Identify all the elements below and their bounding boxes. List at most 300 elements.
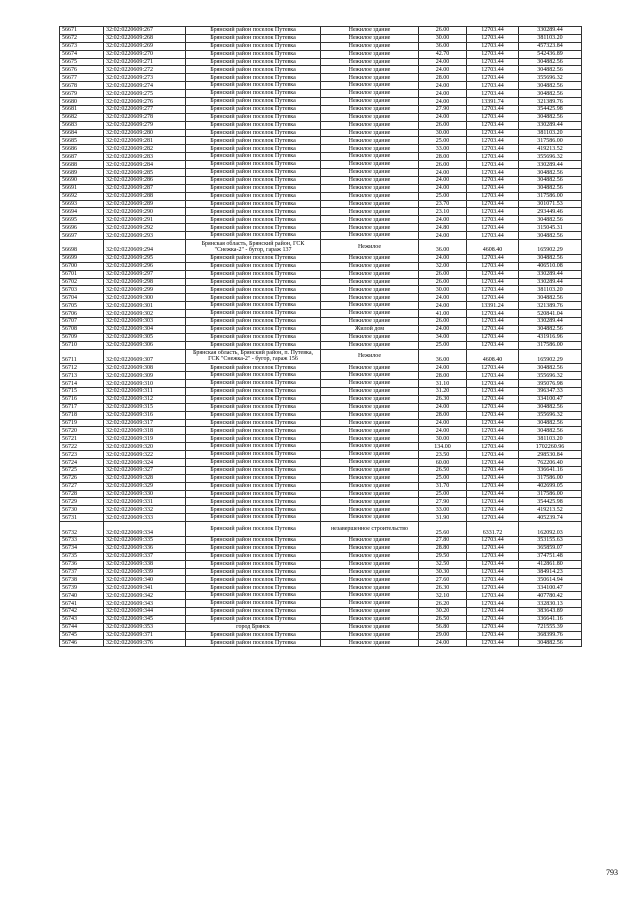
object-type-cell: Жилой дом (321, 325, 419, 333)
cadastral-number-cell: 32:02:0220609:298 (104, 278, 186, 286)
area-cell: 25.00 (419, 490, 467, 498)
cadastral-value-cell: 162092.03 (519, 522, 582, 537)
object-type-cell: Нежилое здание (321, 584, 419, 592)
cadastral-value-cell: 354425.98 (519, 498, 582, 506)
cadastral-value-cell: 304882.56 (519, 403, 582, 411)
cadastral-number-cell: 32:02:0220609:331 (104, 498, 186, 506)
row-number-cell: 56727 (60, 482, 104, 490)
row-number-cell: 56698 (60, 240, 104, 255)
object-type-cell: Нежилое здание (321, 560, 419, 568)
row-number-cell: 56682 (60, 113, 104, 121)
cadastral-value-cell: 381103.20 (519, 34, 582, 42)
row-number-cell: 56713 (60, 372, 104, 380)
address-cell: Брянский район поселок Путевка (186, 443, 321, 451)
address-cell: Брянский район поселок Путевка (186, 232, 321, 240)
cadastral-value-cell: 405239.74 (519, 514, 582, 522)
unit-value-cell: 12703.44 (467, 372, 519, 380)
area-cell: 34.00 (419, 333, 467, 341)
cadastral-value-cell: 304882.56 (519, 419, 582, 427)
address-cell: Брянский район поселок Путевка (186, 254, 321, 262)
cadastral-value-cell: 353155.63 (519, 536, 582, 544)
cadastral-number-cell: 32:02:0220609:299 (104, 286, 186, 294)
row-number-cell: 56732 (60, 522, 104, 537)
table-row (60, 161, 582, 169)
table-row (60, 427, 582, 435)
area-cell: 32.00 (419, 262, 467, 270)
area-cell: 28.00 (419, 372, 467, 380)
unit-value-cell: 12703.44 (467, 34, 519, 42)
address-cell: Брянский район поселок Путевка (186, 592, 321, 600)
unit-value-cell: 12703.44 (467, 380, 519, 388)
object-type-cell: Нежилое здание (321, 498, 419, 506)
area-cell: 24.00 (419, 232, 467, 240)
area-cell: 31.90 (419, 514, 467, 522)
row-number-cell: 56708 (60, 325, 104, 333)
object-type-cell: Нежилое здание (321, 98, 419, 106)
table-row (60, 58, 582, 66)
unit-value-cell: 12703.44 (467, 568, 519, 576)
row-number-cell: 56716 (60, 395, 104, 403)
cadastral-value-cell: 406510.08 (519, 262, 582, 270)
area-cell: 42.70 (419, 50, 467, 58)
unit-value-cell: 12703.44 (467, 411, 519, 419)
address-cell: Брянский район поселок Путевка (186, 317, 321, 325)
unit-value-cell: 12703.44 (467, 153, 519, 161)
address-cell: Брянский район поселок Путевка (186, 224, 321, 232)
cadastral-number-cell: 32:02:0220609:296 (104, 262, 186, 270)
cadastral-value-cell: 368399.76 (519, 631, 582, 639)
address-cell: Брянский район поселок Путевка (186, 474, 321, 482)
table-row (60, 419, 582, 427)
address-cell: Брянский район поселок Путевка (186, 129, 321, 137)
area-cell: 26.00 (419, 121, 467, 129)
address-cell: Брянский район поселок Путевка (186, 262, 321, 270)
cadastral-value-cell: 304882.56 (519, 58, 582, 66)
address-cell: Брянский район поселок Путевка (186, 310, 321, 318)
object-type-cell: Нежилое здание (321, 615, 419, 623)
object-type-cell: Нежилое здание (321, 576, 419, 584)
area-cell: 30.20 (419, 607, 467, 615)
cadastral-number-cell: 32:02:0220609:327 (104, 466, 186, 474)
cadastral-number-cell: 32:02:0220609:277 (104, 105, 186, 113)
cadastral-number-cell: 32:02:0220609:334 (104, 522, 186, 537)
cadastral-number-cell: 32:02:0220609:292 (104, 224, 186, 232)
cadastral-value-cell: 336641.16 (519, 615, 582, 623)
address-cell: Брянский район поселок Путевка (186, 113, 321, 121)
area-cell: 28.80 (419, 544, 467, 552)
cadastral-number-cell: 32:02:0220609:328 (104, 474, 186, 482)
object-type-cell: Нежилое здание (321, 317, 419, 325)
address-cell: Брянский район поселок Путевка (186, 169, 321, 177)
area-cell: 29.00 (419, 631, 467, 639)
address-cell: Брянский район поселок Путевка (186, 153, 321, 161)
address-cell: Брянская область, Брянский район, п. Путевка, ГСК "Снежка-2" - бугор, гараж 156 (186, 349, 321, 364)
address-cell: Брянский район поселок Путевка (186, 364, 321, 372)
unit-value-cell: 4608.40 (467, 349, 519, 364)
address-cell: Брянский район поселок Путевка (186, 200, 321, 208)
object-type-cell: Нежилое здание (321, 388, 419, 396)
cadastral-value-cell: 315045.31 (519, 224, 582, 232)
unit-value-cell: 12703.44 (467, 137, 519, 145)
unit-value-cell: 12703.44 (467, 631, 519, 639)
cadastral-value-cell: 381103.20 (519, 435, 582, 443)
area-cell: 33.00 (419, 506, 467, 514)
cadastral-number-cell: 32:02:0220609:330 (104, 490, 186, 498)
cadastral-value-cell: 301071.53 (519, 200, 582, 208)
object-type-cell: Нежилое здание (321, 192, 419, 200)
row-number-cell: 56715 (60, 388, 104, 396)
area-cell: 26.20 (419, 600, 467, 608)
table-row (60, 466, 582, 474)
cadastral-number-cell: 32:02:0220609:309 (104, 372, 186, 380)
cadastral-value-cell: 330289.44 (519, 161, 582, 169)
object-type-cell: Нежилое здание (321, 145, 419, 153)
address-cell: Брянский район поселок Путевка (186, 145, 321, 153)
row-number-cell: 56743 (60, 615, 104, 623)
table-row (60, 90, 582, 98)
row-number-cell: 56728 (60, 490, 104, 498)
cadastral-value-cell: 419213.52 (519, 506, 582, 514)
cadastral-value-cell: 304882.56 (519, 66, 582, 74)
cadastral-number-cell: 32:02:0220609:338 (104, 560, 186, 568)
unit-value-cell: 13391.24 (467, 302, 519, 310)
address-cell: Брянский район поселок Путевка (186, 506, 321, 514)
area-cell: 26.30 (419, 584, 467, 592)
cadastral-value-cell: 402699.05 (519, 482, 582, 490)
unit-value-cell: 12703.44 (467, 490, 519, 498)
table-row (60, 506, 582, 514)
unit-value-cell: 12703.44 (467, 66, 519, 74)
object-type-cell: Нежилое здание (321, 58, 419, 66)
object-type-cell: Нежилое здание (321, 105, 419, 113)
row-number-cell: 56731 (60, 514, 104, 522)
cadastral-number-cell: 32:02:0220609:278 (104, 113, 186, 121)
unit-value-cell: 12703.44 (467, 584, 519, 592)
address-cell: Брянский район поселок Путевка (186, 208, 321, 216)
row-number-cell: 56726 (60, 474, 104, 482)
row-number-cell: 56733 (60, 536, 104, 544)
table-row (60, 474, 582, 482)
cadastral-number-cell: 32:02:0220609:353 (104, 623, 186, 631)
address-cell: Брянский район поселок Путевка (186, 325, 321, 333)
table-row (60, 42, 582, 50)
row-number-cell: 56725 (60, 466, 104, 474)
table-row (60, 459, 582, 467)
object-type-cell: Нежилое здание (321, 129, 419, 137)
area-cell: 25.00 (419, 137, 467, 145)
row-number-cell: 56739 (60, 584, 104, 592)
unit-value-cell: 12703.44 (467, 254, 519, 262)
unit-value-cell: 12703.44 (467, 403, 519, 411)
cadastral-number-cell: 32:02:0220609:283 (104, 153, 186, 161)
area-cell: 27.60 (419, 576, 467, 584)
cadastral-value-cell: 412861.80 (519, 560, 582, 568)
table-row (60, 639, 582, 647)
cadastral-number-cell: 32:02:0220609:312 (104, 395, 186, 403)
unit-value-cell: 4608.40 (467, 240, 519, 255)
row-number-cell: 56712 (60, 364, 104, 372)
cadastral-value-cell: 330289.44 (519, 27, 582, 35)
object-type-cell: Нежилое здание (321, 607, 419, 615)
cadastral-number-cell: 32:02:0220609:344 (104, 607, 186, 615)
row-number-cell: 56702 (60, 278, 104, 286)
row-number-cell: 56714 (60, 380, 104, 388)
object-type-cell: Нежилое здание (321, 90, 419, 98)
object-type-cell: Нежилое здание (321, 639, 419, 647)
row-number-cell: 56679 (60, 90, 104, 98)
object-type-cell: Нежилое здание (321, 169, 419, 177)
address-cell: Брянский район поселок Путевка (186, 302, 321, 310)
row-number-cell: 56717 (60, 403, 104, 411)
cadastral-value-cell: 317586.00 (519, 137, 582, 145)
unit-value-cell: 12703.44 (467, 623, 519, 631)
address-cell: Брянский район поселок Путевка (186, 568, 321, 576)
area-cell: 24.00 (419, 427, 467, 435)
row-number-cell: 56675 (60, 58, 104, 66)
table-row (60, 451, 582, 459)
unit-value-cell: 12703.44 (467, 82, 519, 90)
area-cell: 31.20 (419, 388, 467, 396)
unit-value-cell: 12703.44 (467, 42, 519, 50)
address-cell: Брянский район поселок Путевка (186, 435, 321, 443)
table-row (60, 490, 582, 498)
address-cell: Брянский район поселок Путевка (186, 600, 321, 608)
unit-value-cell: 12703.44 (467, 121, 519, 129)
unit-value-cell: 12703.44 (467, 607, 519, 615)
area-cell: 33.00 (419, 145, 467, 153)
object-type-cell: Нежилое здание (321, 380, 419, 388)
cadastral-value-cell: 419213.52 (519, 145, 582, 153)
area-cell: 24.00 (419, 113, 467, 121)
table-row (60, 66, 582, 74)
cadastral-number-cell: 32:02:0220609:302 (104, 310, 186, 318)
address-cell: Брянский район поселок Путевка (186, 490, 321, 498)
object-type-cell: Нежилое здание (321, 121, 419, 129)
row-number-cell: 56678 (60, 82, 104, 90)
table-row (60, 98, 582, 106)
area-cell: 24.00 (419, 639, 467, 647)
unit-value-cell: 12703.44 (467, 74, 519, 82)
area-cell: 26.00 (419, 317, 467, 325)
area-cell: 26.00 (419, 278, 467, 286)
object-type-cell: Нежилое здание (321, 270, 419, 278)
unit-value-cell: 12703.44 (467, 435, 519, 443)
cadastral-number-cell: 32:02:0220609:339 (104, 568, 186, 576)
area-cell: 27.90 (419, 498, 467, 506)
table-row (60, 254, 582, 262)
cadastral-number-cell: 32:02:0220609:316 (104, 411, 186, 419)
object-type-cell: Нежилое здание (321, 42, 419, 50)
object-type-cell: Нежилое здание (321, 427, 419, 435)
area-cell: 23.50 (419, 451, 467, 459)
object-type-cell: Нежилое здание (321, 536, 419, 544)
object-type-cell: Нежилое здание (321, 66, 419, 74)
row-number-cell: 56689 (60, 169, 104, 177)
object-type-cell: Нежилое здание (321, 184, 419, 192)
area-cell: 24.00 (419, 216, 467, 224)
table-row (60, 286, 582, 294)
address-cell: Брянский район поселок Путевка (186, 514, 321, 522)
area-cell: 30.00 (419, 286, 467, 294)
row-number-cell: 56674 (60, 50, 104, 58)
object-type-cell: Нежилое здание (321, 113, 419, 121)
address-cell: Брянский район поселок Путевка (186, 137, 321, 145)
area-cell: 25.60 (419, 522, 467, 537)
object-type-cell: Нежилое здание (321, 294, 419, 302)
row-number-cell: 56735 (60, 552, 104, 560)
object-type-cell: Нежилое здание (321, 474, 419, 482)
object-type-cell: Нежилое здание (321, 153, 419, 161)
row-number-cell: 56710 (60, 341, 104, 349)
object-type-cell: Нежилое здание (321, 568, 419, 576)
table-row (60, 522, 582, 537)
table-row (60, 380, 582, 388)
row-number-cell: 56737 (60, 568, 104, 576)
area-cell: 24.00 (419, 254, 467, 262)
table-row (60, 208, 582, 216)
area-cell: 24.00 (419, 325, 467, 333)
cadastral-value-cell: 330289.44 (519, 270, 582, 278)
address-cell: Брянский район поселок Путевка (186, 403, 321, 411)
area-cell: 26.00 (419, 270, 467, 278)
cadastral-number-cell: 32:02:0220609:329 (104, 482, 186, 490)
area-cell: 24.00 (419, 184, 467, 192)
object-type-cell: Нежилое здание (321, 419, 419, 427)
object-type-cell: Нежилое здание (321, 411, 419, 419)
table-row (60, 435, 582, 443)
address-cell: Брянский район поселок Путевка (186, 333, 321, 341)
address-cell: Брянский район поселок Путевка (186, 372, 321, 380)
address-cell: Брянский район поселок Путевка (186, 98, 321, 106)
unit-value-cell: 12703.44 (467, 333, 519, 341)
unit-value-cell: 12703.44 (467, 451, 519, 459)
row-number-cell: 56691 (60, 184, 104, 192)
area-cell: 134.00 (419, 443, 467, 451)
table-row (60, 192, 582, 200)
cadastral-number-cell: 32:02:0220609:293 (104, 232, 186, 240)
cadastral-value-cell: 395076.98 (519, 380, 582, 388)
address-cell: Брянский район поселок Путевка (186, 42, 321, 50)
unit-value-cell: 12703.44 (467, 192, 519, 200)
cadastral-value-cell: 520841.04 (519, 310, 582, 318)
object-type-cell: Нежилое здание (321, 443, 419, 451)
area-cell: 28.00 (419, 153, 467, 161)
object-type-cell: Нежилое здание (321, 341, 419, 349)
address-cell: Брянский район поселок Путевка (186, 631, 321, 639)
cadastral-number-cell: 32:02:0220609:287 (104, 184, 186, 192)
unit-value-cell: 12703.44 (467, 286, 519, 294)
cadastral-number-cell: 32:02:0220609:318 (104, 427, 186, 435)
cadastral-value-cell: 293449.46 (519, 208, 582, 216)
object-type-cell: Нежилое здание (321, 623, 419, 631)
row-number-cell: 56693 (60, 200, 104, 208)
row-number-cell: 56687 (60, 153, 104, 161)
address-cell: Брянский район поселок Путевка (186, 639, 321, 647)
unit-value-cell: 12703.44 (467, 325, 519, 333)
cadastral-value-cell: 298530.84 (519, 451, 582, 459)
table-row (60, 270, 582, 278)
object-type-cell: Нежилое здание (321, 310, 419, 318)
cadastral-value-cell: 383643.89 (519, 607, 582, 615)
row-number-cell: 56724 (60, 459, 104, 467)
cadastral-value-cell: 317586.00 (519, 474, 582, 482)
cadastral-value-cell: 721555.39 (519, 623, 582, 631)
unit-value-cell: 12703.44 (467, 443, 519, 451)
area-cell: 36.00 (419, 240, 467, 255)
address-cell: город Брянск (186, 623, 321, 631)
area-cell: 31.10 (419, 380, 467, 388)
cadastral-number-cell: 32:02:0220609:289 (104, 200, 186, 208)
table-row (60, 74, 582, 82)
table-row (60, 600, 582, 608)
table-row (60, 544, 582, 552)
object-type-cell: Нежилое здание (321, 176, 419, 184)
cadastral-value-cell: 355696.32 (519, 153, 582, 161)
unit-value-cell: 12703.44 (467, 113, 519, 121)
address-cell: Брянский район поселок Путевка (186, 66, 321, 74)
table-row (60, 631, 582, 639)
cadastral-number-cell: 32:02:0220609:317 (104, 419, 186, 427)
cadastral-number-cell: 32:02:0220609:340 (104, 576, 186, 584)
area-cell: 30.00 (419, 129, 467, 137)
area-cell: 30.00 (419, 435, 467, 443)
object-type-cell: Нежилое здание (321, 74, 419, 82)
unit-value-cell: 12703.44 (467, 50, 519, 58)
cadastral-number-cell: 32:02:0220609:273 (104, 74, 186, 82)
document-sheet (59, 26, 581, 647)
cadastral-number-cell: 32:02:0220609:268 (104, 34, 186, 42)
area-cell: 25.00 (419, 474, 467, 482)
table-row (60, 498, 582, 506)
area-cell: 26.50 (419, 466, 467, 474)
unit-value-cell: 12703.44 (467, 536, 519, 544)
cadastral-number-cell: 32:02:0220609:297 (104, 270, 186, 278)
area-cell: 28.00 (419, 74, 467, 82)
cadastral-number-cell: 32:02:0220609:286 (104, 176, 186, 184)
area-cell: 29.50 (419, 552, 467, 560)
cadastral-value-cell: 304882.56 (519, 325, 582, 333)
table-row (60, 310, 582, 318)
cadastral-number-cell: 32:02:0220609:319 (104, 435, 186, 443)
object-type-cell: Нежилое здание (321, 286, 419, 294)
table-row (60, 615, 582, 623)
address-cell: Брянский район поселок Путевка (186, 216, 321, 224)
object-type-cell: Нежилое здание (321, 278, 419, 286)
cadastral-value-table (59, 26, 582, 647)
address-cell: Брянский район поселок Путевка (186, 50, 321, 58)
cadastral-value-cell: 165902.29 (519, 240, 582, 255)
table-row (60, 333, 582, 341)
cadastral-value-cell: 321389.76 (519, 98, 582, 106)
row-number-cell: 56709 (60, 333, 104, 341)
row-number-cell: 56681 (60, 105, 104, 113)
cadastral-number-cell: 32:02:0220609:300 (104, 294, 186, 302)
unit-value-cell: 12703.44 (467, 639, 519, 647)
object-type-cell: незавершенное строительство (321, 522, 419, 537)
cadastral-number-cell: 32:02:0220609:308 (104, 364, 186, 372)
table-row (60, 216, 582, 224)
table-row (60, 302, 582, 310)
table-row (60, 552, 582, 560)
cadastral-value-cell: 304882.56 (519, 639, 582, 647)
unit-value-cell: 12703.44 (467, 364, 519, 372)
table-row (60, 240, 582, 255)
table-row (60, 411, 582, 419)
cadastral-number-cell: 32:02:0220609:276 (104, 98, 186, 106)
address-cell: Брянский район поселок Путевка (186, 74, 321, 82)
row-number-cell: 56720 (60, 427, 104, 435)
cadastral-number-cell: 32:02:0220609:290 (104, 208, 186, 216)
